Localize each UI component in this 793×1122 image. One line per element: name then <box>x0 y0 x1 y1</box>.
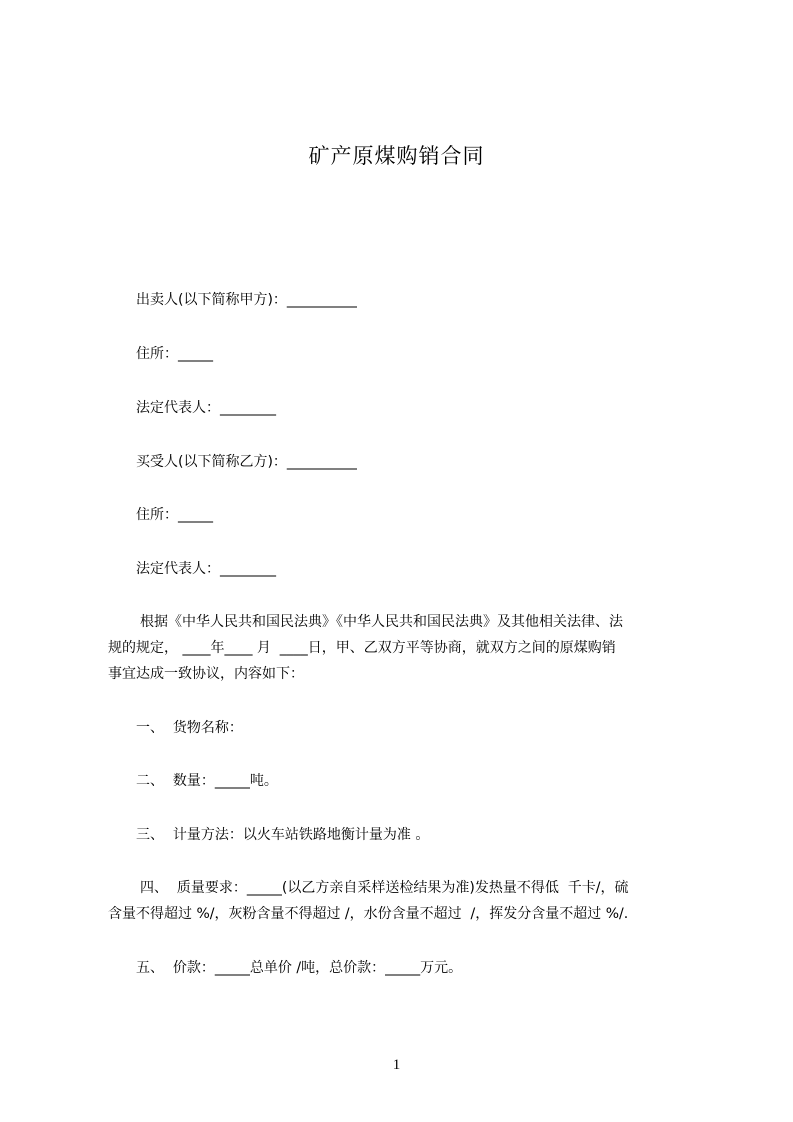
clause-2-quantity: 二、 数量：_____吨。 <box>136 773 278 789</box>
seller-representative-line: 法定代表人：________ <box>136 400 276 416</box>
seller-line: 出卖人(以下简称甲方)：__________ <box>136 292 357 308</box>
document-title: 矿产原煤购销合同 <box>308 144 485 168</box>
clause-3-measurement: 三、 计量方法：以火车站铁路地衡计量为准 。 <box>136 827 430 843</box>
preamble-line-2: 规的规定， ____年____ 月 ____日，甲、乙双方平等协商，就双方之间的原煤购销 <box>108 640 616 656</box>
clause-5-price: 五、 价款：_____总单价 /吨，总价款：_____万元。 <box>136 960 463 976</box>
buyer-representative-line: 法定代表人：________ <box>136 561 276 577</box>
preamble-line-3: 事宜达成一致协议，内容如下： <box>108 666 304 682</box>
buyer-address-line: 住所：_____ <box>136 507 213 523</box>
buyer-line: 买受人(以下简称乙方)：__________ <box>136 454 357 470</box>
page-number: 1 <box>392 1057 401 1073</box>
preamble-line-1: 根据《中华人民共和国民法典》《中华人民共和国民法典》及其他相关法律、法 <box>140 614 623 630</box>
seller-address-line: 住所：_____ <box>136 346 213 362</box>
clause-4-quality-line-1: 四、 质量要求：_____(以乙方亲自采样送检结果为准)发热量不得低 千卡/，硫 <box>140 880 629 896</box>
clause-1-goods-name: 一、 货物名称： <box>136 720 243 736</box>
clause-4-quality-line-2: 含量不得超过 %/，灰粉含量不得超过 /，水份含量不超过 /，挥发分含量不超过 %/. <box>108 906 629 922</box>
